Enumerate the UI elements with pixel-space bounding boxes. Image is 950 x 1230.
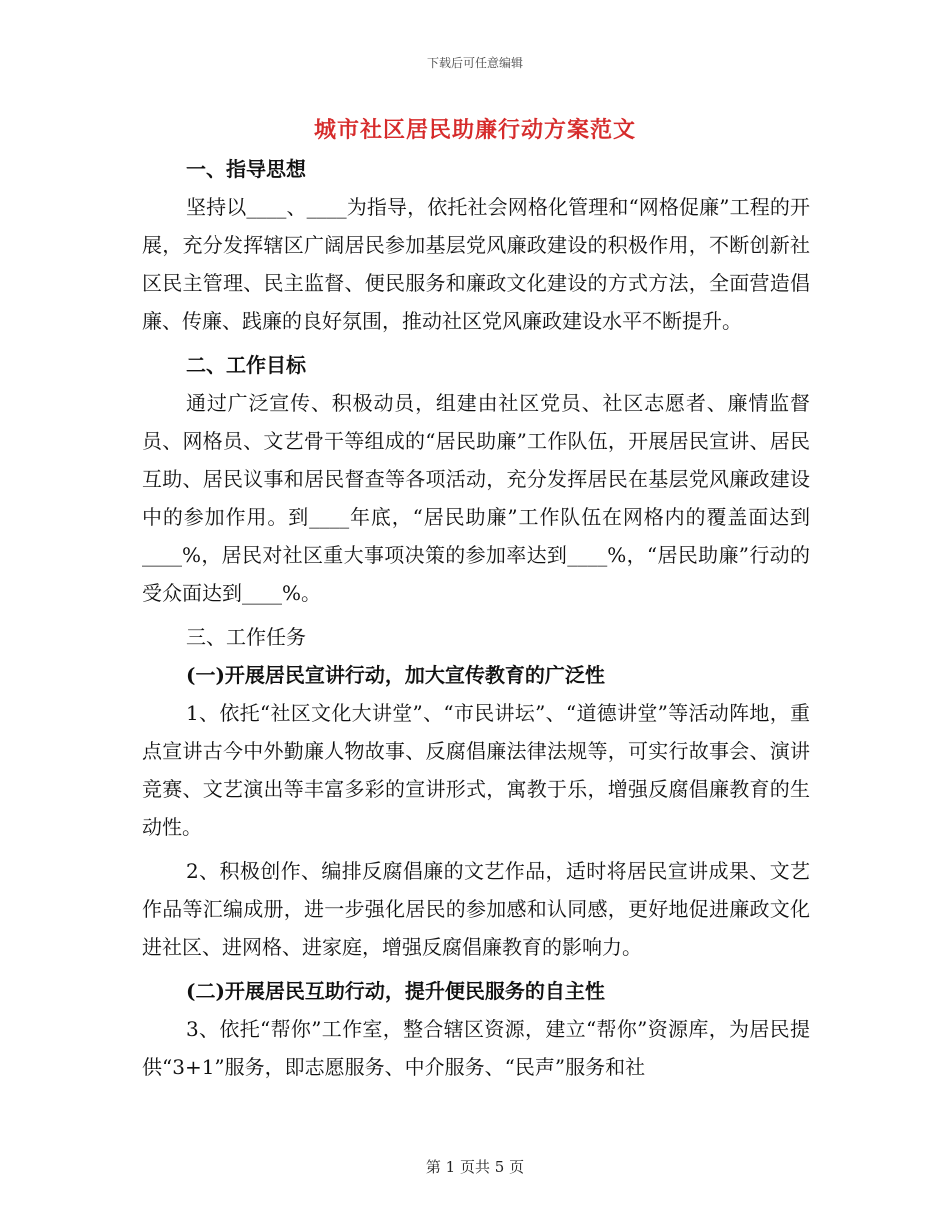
paragraph: 2、积极创作、编排反腐倡廉的文艺作品，适时将居民宣讲成果、文艺作品等汇编成册，进一步强化居民的参加感和认同感，更好地促进廉政文化进社区、进网格、进家庭，增强反腐倡廉教育的影响力。 (142, 859, 810, 959)
paragraph: 坚持以____、____为指导，依托社会网格化管理和“网格促廉”工程的开展，充分发挥辖区广阔居民参加基层党风廉政建设的积极作用，不断创新社区民主管理、民主监督、便民服务和廉政文化建设的方式方法，全面营造倡廉、传廉、践廉的良好氛围，推动社区党风廉政建设水平不断提升。 (142, 195, 810, 333)
paragraph: 1、依托“社区文化大讲堂”、“市民讲坛”、“道德讲堂”等活动阵地，重点宣讲古今中外勤廉人物故事、反腐倡廉法律法规等，可实行故事会、演讲竞赛、文艺演出等丰富多彩的宣讲形式，寓教于乐，增强反腐倡廉教育的生动性。 (142, 701, 810, 839)
document-title: 城市社区居民助廉行动方案范文 (313, 117, 636, 143)
page-number-footer: 第 1 页共 5 页 (425, 1158, 525, 1176)
subsection-heading-mutual-aid: (二)开展居民互助行动，提升便民服务的自主性 (186, 979, 605, 1003)
page-header-note: 下载后可任意编辑 (426, 56, 523, 70)
paragraph: 3、依托“帮你”工作室，整合辖区资源，建立“帮你”资源库，为居民提供“3+1”服务，即志愿服务、中介服务、“民声”服务和社 (142, 1017, 810, 1079)
section-heading-work-tasks: 三、工作任务 (186, 625, 306, 649)
paragraph: 通过广泛宣传、积极动员，组建由社区党员、社区志愿者、廉情监督员、网格员、文艺骨干等组成的“居民助廉”工作队伍，开展居民宣讲、居民互助、居民议事和居民督查等各项活动，充分发挥居民在基层党风廉政建设中的参加作用。到____年底，“居民助廉”工作队伍在网格内的覆盖面达到____%，居民对社区重大事项决策的参加率达到____%，“居民助廉”行动的受众面达到____%。 (142, 391, 810, 605)
section-heading-guiding-ideology: 一、指导思想 (186, 157, 306, 181)
subsection-heading-publicity: (一)开展居民宣讲行动，加大宣传教育的广泛性 (186, 663, 605, 687)
document-body (142, 150, 810, 1086)
section-heading-work-goals: 二、工作目标 (186, 353, 306, 377)
